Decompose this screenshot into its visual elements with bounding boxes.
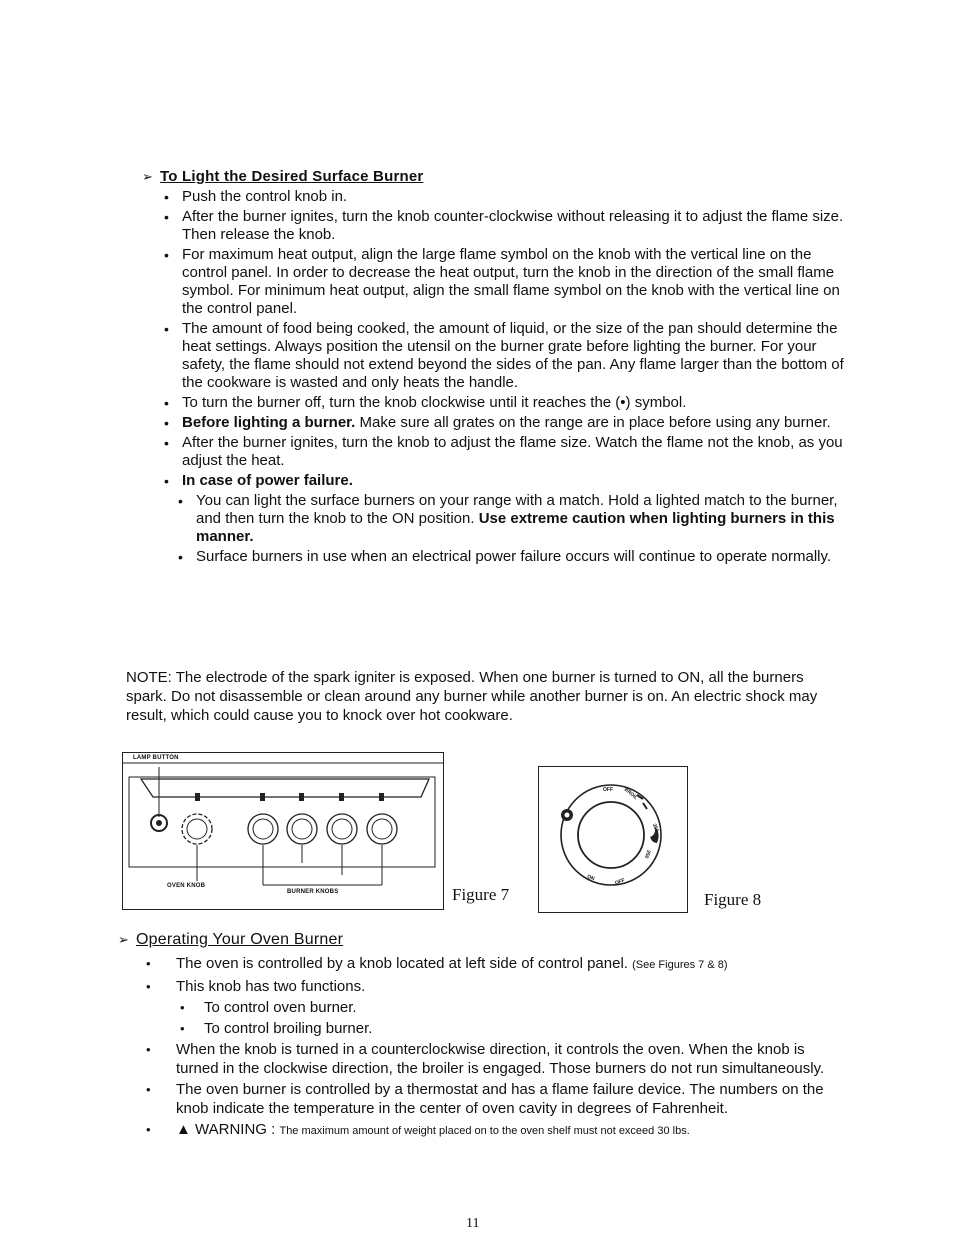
list-subitem: • You can light the surface burners on your range with a match. Hold a lighted match to the burner, and then turn the knob to the ON position. Use extreme caution when lighting burners in this manner. xyxy=(178,492,854,546)
burner-knob-icon xyxy=(367,814,397,844)
burner-knob-icon xyxy=(248,814,278,844)
lamp-button-label: LAMP BUTTON xyxy=(133,755,179,761)
figure-reference: (See Figures 7 & 8) xyxy=(632,959,728,971)
arrow-bullet-icon: ➢ xyxy=(142,169,154,184)
arrow-bullet-icon: ➢ xyxy=(118,932,130,947)
section-heading-oven-burner xyxy=(118,931,343,949)
list-item: • When the knob is turned in a counterclockwise direction, it controls the oven. When the knob is turned in the clockwise direction, the broiler is engaged. Those burners do not run simultaneously. xyxy=(146,1040,836,1078)
dial-label: 250 xyxy=(642,849,652,859)
list-item: • After the burner ignites, turn the knob to adjust the flame size. Watch the flame not the knob, as you adjust the heat. xyxy=(164,434,854,470)
lamp-button-icon xyxy=(151,815,167,831)
note-paragraph: NOTE: The electrode of the spark igniter is exposed. When one burner is turned to ON, all the burners spark. Do not disassemble or clean around any burner while another burner is on. An electric shock may result, which could cause you to knock over hot cookware. xyxy=(126,669,818,724)
page-number: 11 xyxy=(466,1216,480,1231)
list-subitem: • To control oven burner. xyxy=(180,998,836,1017)
oven-burner-list xyxy=(146,954,836,1143)
list-item: • The oven is controlled by a knob located at left side of control panel. (See Figures 7 & 8) xyxy=(146,954,836,975)
oven-dial-drawing xyxy=(539,767,687,912)
warning-text: The maximum amount of weight placed on to the oven shelf must not exceed 30 lbs. xyxy=(279,1125,690,1137)
warning-label: ▲ WARNING : xyxy=(176,1121,276,1138)
list-subitem: • Surface burners in use when an electrical power failure occurs will continue to operate normally. xyxy=(178,548,854,566)
figure-7-control-panel xyxy=(122,752,444,910)
oven-knob-icon xyxy=(182,814,212,844)
burner-knobs-label: BURNER KNOBS xyxy=(287,889,339,895)
list-item: • The oven burner is controlled by a thermostat and has a flame failure device. The numbers on the knob indicate the temperature in the center of oven cavity in degrees of Fahrenheit. xyxy=(146,1080,836,1118)
list-item: • In case of power failure. xyxy=(164,472,854,490)
dial-label: ON xyxy=(586,873,596,883)
list-item: • To turn the burner off, turn the knob clockwise until it reaches the (•) symbol. xyxy=(164,394,854,412)
dial-label: OFF xyxy=(603,787,613,793)
list-item: • The amount of food being cooked, the amount of liquid, or the size of the pan should determine the heat settings. Always position the utensil on the burner grate before lighting the burner. For your safety, the flame should not extend beyond the sides of the pan. Any flame larger than the bottom of the cookware is wasted and only heats the handle. xyxy=(164,320,854,392)
warning-item xyxy=(146,1120,836,1141)
oven-knob-label: OVEN KNOB xyxy=(167,883,206,889)
heading-text: To Light the Desired Surface Burner xyxy=(160,168,424,185)
dial-flame-icon xyxy=(561,809,573,821)
surface-burner-list xyxy=(164,188,854,568)
list-item: • Push the control knob in. xyxy=(164,188,854,206)
list-item: • After the burner ignites, turn the knob counter-clockwise without releasing it to adjust the flame size. Then release the knob. xyxy=(164,208,854,244)
dial-label: 350 xyxy=(650,823,660,833)
figure-7-caption: Figure 7 xyxy=(452,885,510,904)
figure-8-oven-dial xyxy=(538,766,688,913)
burner-knob-icon xyxy=(287,814,317,844)
section-heading-surface-burner xyxy=(142,168,423,185)
heading-text: Operating Your Oven Burner xyxy=(136,931,344,948)
dial-label: OFF xyxy=(614,877,626,887)
list-subitem: • To control broiling burner. xyxy=(180,1019,836,1038)
list-item: • This knob has two functions. xyxy=(146,977,836,996)
list-item: • Before lighting a burner. Make sure all grates on the range are in place before using any burner. xyxy=(164,414,854,432)
burner-knob-icon xyxy=(327,814,357,844)
list-item: • For maximum heat output, align the large flame symbol on the knob with the vertical line on the control panel. In order to decrease the heat output, turn the knob in the direction of the small flame symbol. For minimum heat output, align the small flame symbol on the knob with the vertical line on the control panel. xyxy=(164,246,854,318)
figure-8-caption: Figure 8 xyxy=(704,890,762,909)
dial-label: BROIL xyxy=(622,786,639,802)
